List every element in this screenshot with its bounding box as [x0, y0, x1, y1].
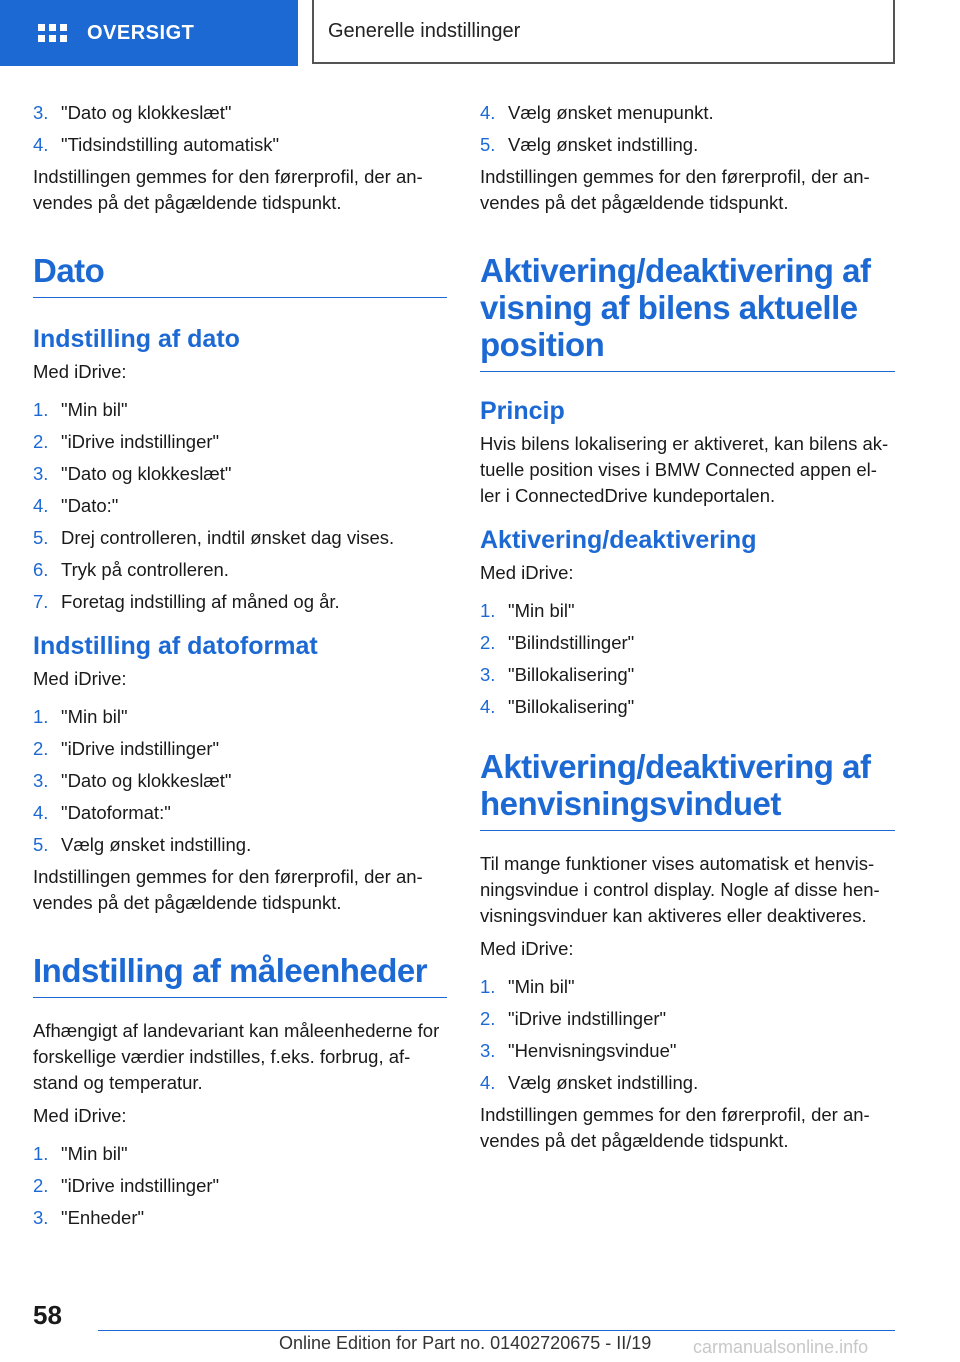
list-item: 1. "Min bil" — [480, 600, 575, 621]
list-continued-right — [480, 100, 895, 158]
steps-henvisningsvindue — [480, 974, 895, 1096]
list-item: 3. "Dato og klokkeslæt" — [33, 102, 232, 123]
list-item: 1. "Min bil" — [33, 1143, 128, 1164]
list-item: 5. Vælg ønsket indstilling. — [33, 834, 252, 855]
maaleenheder-description: Afhængigt af landevariant kan måleenhederne for forskellige værdier indstilles, f.eks. forbrug, af-stand og temperatur. — [33, 1020, 440, 1093]
page-header — [0, 0, 960, 66]
list-item: 4. "Billokalisering" — [480, 696, 635, 717]
list-item: 2. "iDrive indstillinger" — [33, 738, 220, 759]
list-item: 2. "iDrive indstillinger" — [33, 431, 220, 452]
list-continued-left — [33, 100, 447, 158]
list-item: 2. "iDrive indstillinger" — [33, 1175, 220, 1196]
watermark: carmanualsonline.info — [693, 1337, 869, 1357]
list-item: 1. "Min bil" — [33, 399, 128, 420]
list-item: 1. "Min bil" — [480, 976, 575, 997]
left-column — [33, 100, 447, 1237]
steps-maaleenheder — [33, 1141, 447, 1231]
list-item: 4. "Datoformat:" — [33, 802, 171, 823]
heading-maaleenheder: Indstilling af måleenheder — [33, 952, 447, 998]
footer-divider — [98, 1330, 895, 1331]
grid-menu-icon — [38, 24, 67, 42]
henvisning-description: Til mange funktioner vises automatisk et henvis-ningsvindue i control display. Nogle af disse hen-visningsvinduer kan aktiveres eller deaktiveres. — [480, 853, 880, 926]
list-item: 4. Vælg ønsket indstilling. — [480, 1072, 699, 1093]
heading-datoformat: Indstilling af datoformat — [33, 632, 318, 660]
profile-note: Indstillingen gemmes for den førerprofil, der an-vendes på det pågældende tidspunkt. — [480, 1104, 870, 1151]
profile-note: Indstillingen gemmes for den førerprofil, der an-vendes på det pågældende tidspunkt. — [33, 166, 423, 213]
page-number: 58 — [33, 1300, 62, 1330]
steps-billokalisering — [480, 598, 895, 720]
med-idrive-label: Med iDrive: — [33, 361, 127, 382]
list-item: 2. "Bilindstillinger" — [480, 632, 635, 653]
heading-aktivering-deaktivering: Aktivering/deaktivering — [480, 526, 757, 554]
edition-info: Online Edition for Part no. 01402720675 - II/19 — [279, 1333, 652, 1353]
list-item: 4. "Dato:" — [33, 495, 119, 516]
med-idrive-label: Med iDrive: — [480, 938, 574, 959]
overview-tab[interactable] — [0, 0, 298, 66]
list-item: 3. "Dato og klokkeslæt" — [33, 463, 232, 484]
list-item: 4. Vælg ønsket menupunkt. — [480, 102, 714, 123]
list-item: 5. Vælg ønsket indstilling. — [480, 134, 699, 155]
overview-tab-label: OVERSIGT — [87, 21, 195, 44]
list-item: 5. Drej controlleren, indtil ønsket dag vises. — [33, 527, 395, 548]
section-title: Generelle indstillinger — [312, 0, 895, 64]
heading-henvisningsvinduet: Aktivering/deaktivering af henvisningsvinduet — [480, 748, 895, 831]
profile-note: Indstillingen gemmes for den førerprofil, der an-vendes på det pågældende tidspunkt. — [33, 866, 423, 913]
list-item: 4. "Tidsindstilling automatisk" — [33, 134, 280, 155]
heading-indstilling-af-dato: Indstilling af dato — [33, 325, 240, 353]
list-item: 1. "Min bil" — [33, 706, 128, 727]
list-item: 3. "Enheder" — [33, 1207, 145, 1228]
steps-dato — [33, 397, 447, 615]
list-item: 2. "iDrive indstillinger" — [480, 1008, 667, 1029]
steps-datoformat — [33, 704, 447, 858]
heading-princip: Princip — [480, 397, 565, 425]
princip-description: Hvis bilens lokalisering er aktiveret, kan bilens ak-tuelle position vises i BMW Connected appen el-ler i ConnectedDrive kundeportalen. — [480, 433, 889, 506]
right-column — [480, 100, 895, 1161]
profile-note: Indstillingen gemmes for den førerprofil, der an-vendes på det pågældende tidspunkt. — [480, 166, 870, 213]
heading-dato: Dato — [33, 252, 447, 298]
med-idrive-label: Med iDrive: — [480, 562, 574, 583]
list-item: 7. Foretag indstilling af måned og år. — [33, 591, 340, 612]
list-item: 3. "Henvisningsvindue" — [480, 1040, 677, 1061]
med-idrive-label: Med iDrive: — [33, 1105, 127, 1126]
list-item: 6. Tryk på controlleren. — [33, 559, 229, 580]
med-idrive-label: Med iDrive: — [33, 668, 127, 689]
list-item: 3. "Billokalisering" — [480, 664, 635, 685]
list-item: 3. "Dato og klokkeslæt" — [33, 770, 232, 791]
heading-position: Aktivering/deaktivering af visning af bilens aktuelle position — [480, 252, 895, 372]
